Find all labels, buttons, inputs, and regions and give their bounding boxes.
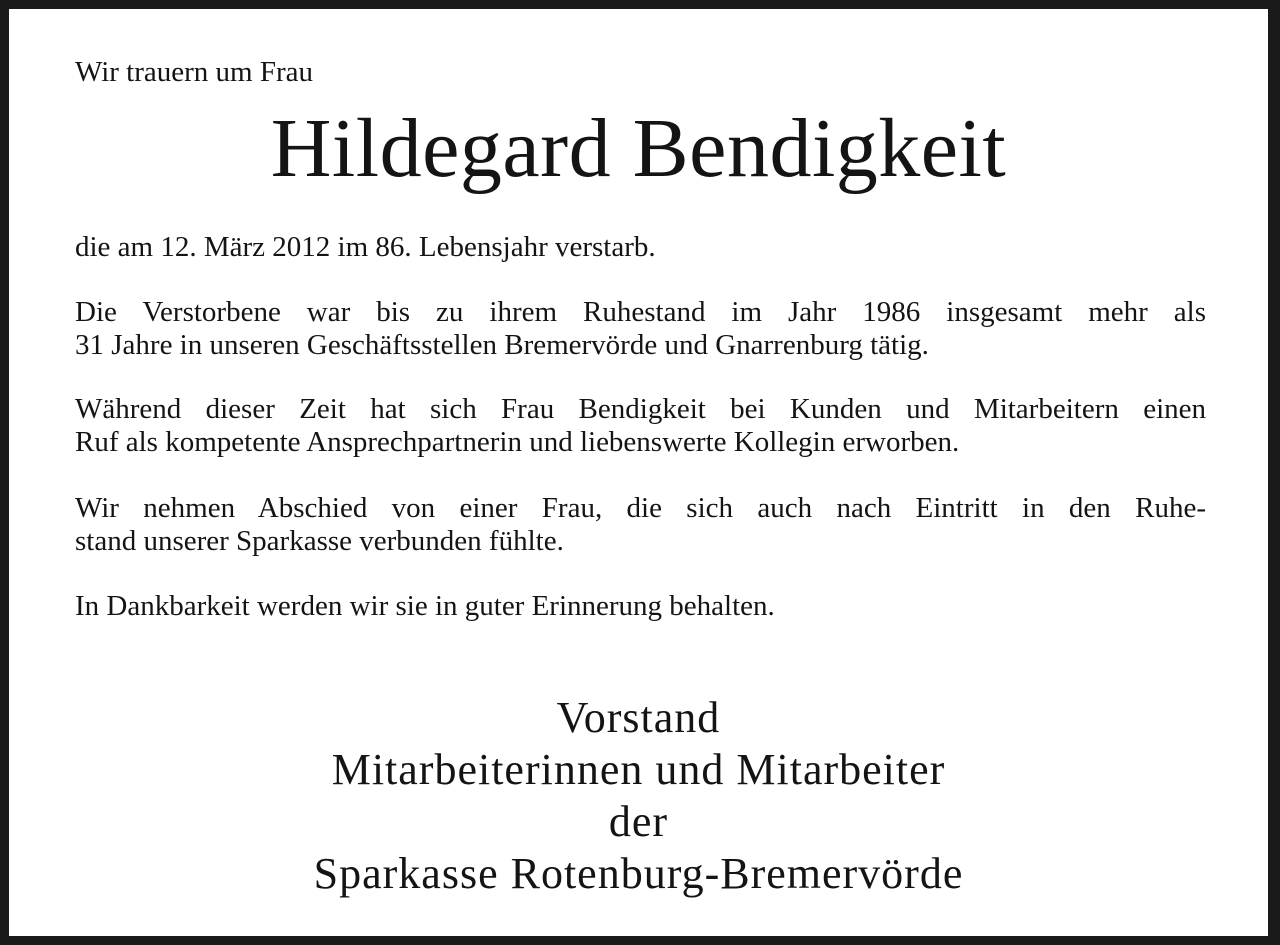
signature-line-staff: Mitarbeiterinnen und Mitarbeiter [331,745,946,794]
career-paragraph [75,296,1206,362]
signature-line-of: der [608,797,669,846]
deceased-name: Hildegard Bendigkeit [270,102,1007,195]
farewell-line-1: Wir nehmen Abschied von einer Frau, die sich auch nach Eintritt in den Ruhe- [75,492,1206,524]
farewell-line-2: stand unserer Sparkasse verbunden fühlte. [75,525,564,557]
career-line-1: Die Verstorbene war bis zu ihrem Ruhestand im Jahr 1986 insgesamt mehr als [75,296,1206,328]
intro-text: Wir trauern um Frau [75,56,314,88]
signature-block [9,692,1268,900]
gratitude-paragraph: In Dankbarkeit werden wir sie in guter Erinnerung behalten. [75,590,775,622]
farewell-paragraph [75,492,1206,558]
reputation-line-1: Während dieser Zeit hat sich Frau Bendigkeit bei Kunden und Mitarbeitern einen [75,393,1206,425]
signature-line-board: Vorstand [556,693,721,742]
career-line-2: 31 Jahre in unseren Geschäftsstellen Bremervörde und Gnarrenburg tätig. [75,329,929,361]
signature-line-bank: Sparkasse Rotenburg-Bremervörde [313,849,964,898]
death-date-paragraph: die am 12. März 2012 im 86. Lebensjahr verstarb. [75,231,656,263]
reputation-paragraph [75,393,1206,459]
reputation-line-2: Ruf als kompetente Ansprechpartnerin und liebenswerte Kollegin erworben. [75,426,960,458]
